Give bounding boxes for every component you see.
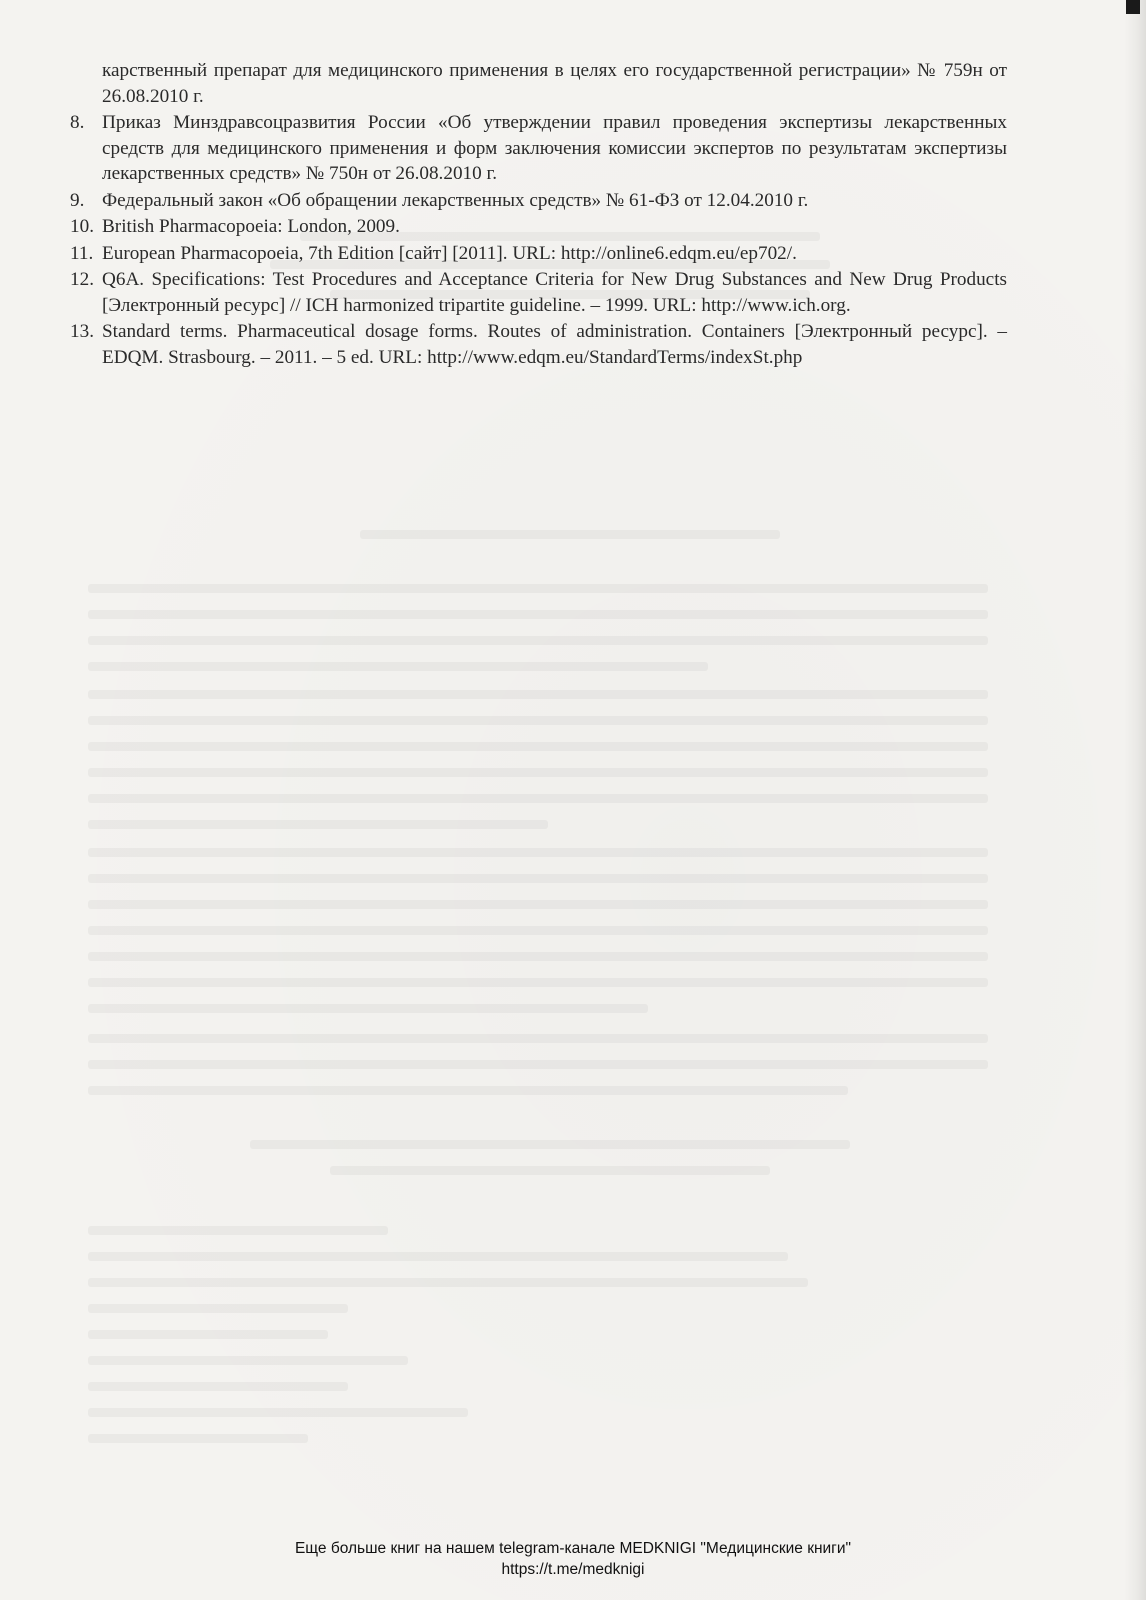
reference-text: Standard terms. Pharmaceutical dosage forms. Routes of administration. Containers [Электронный ресурс]. – EDQM. Strasbourg. – 2011. – 5 ed. URL: http://www.edqm.eu/StandardTerms/indexSt.php — [102, 321, 1007, 368]
telegram-promo-footer — [0, 1538, 1146, 1580]
reference-text: British Pharmacopoeia: London, 2009. — [102, 216, 400, 237]
reference-item-9 — [72, 188, 1007, 214]
reference-number: 12. — [70, 269, 94, 290]
reference-number: 8. — [70, 112, 85, 133]
reference-item-13 — [72, 319, 1007, 370]
reference-text: Федеральный закон «Об обращении лекарственных средств» № 61-ФЗ от 12.04.2010 г. — [102, 189, 809, 211]
page-edge-shadow — [1124, 0, 1146, 1600]
reference-number: 11. — [70, 242, 94, 264]
reference-item-11 — [72, 241, 1007, 267]
reference-text: European Pharmacopoeia, 7th Edition [сайт] [2011]. URL: http://online6.edqm.eu/ep702/. — [102, 242, 797, 264]
reference-item-8 — [72, 110, 1007, 187]
reference-item-10 — [72, 214, 1007, 240]
reference-item-12 — [72, 267, 1007, 318]
reference-text: карственный препарат для медицинского применения в целях его государственной регистрации» № 759н от 26.08.2010 г. — [102, 60, 1007, 107]
reference-number: 9. — [70, 189, 85, 211]
reference-text: Приказ Минздравсоцразвития России «Об утверждении правил проведения экспертизы лекарственных средств для медицинского применения и форм заключения комиссии экспертов по результатам экспертизы лекарственных средств» № 750н от 26.08.2010 г. — [102, 112, 1007, 184]
reference-number: 13. — [70, 321, 94, 342]
scan-corner-mark — [1126, 0, 1140, 14]
footer-link[interactable]: https://t.me/medknigi — [501, 1561, 645, 1578]
reference-number: 10. — [70, 216, 94, 237]
reference-list — [72, 58, 1007, 371]
reference-text: Q6A. Specifications: Test Procedures and Acceptance Criteria for New Drug Substances and New Drug Products [Электронный ресурс] // ICH harmonized tripartite guideline. – 1999. URL: http://www.ich.org. — [102, 269, 1007, 316]
footer-promo-text: Еще больше книг на нашем telegram-канале MEDKNIGI "Медицинские книги" — [294, 1540, 852, 1557]
reference-item-continued — [72, 58, 1007, 109]
